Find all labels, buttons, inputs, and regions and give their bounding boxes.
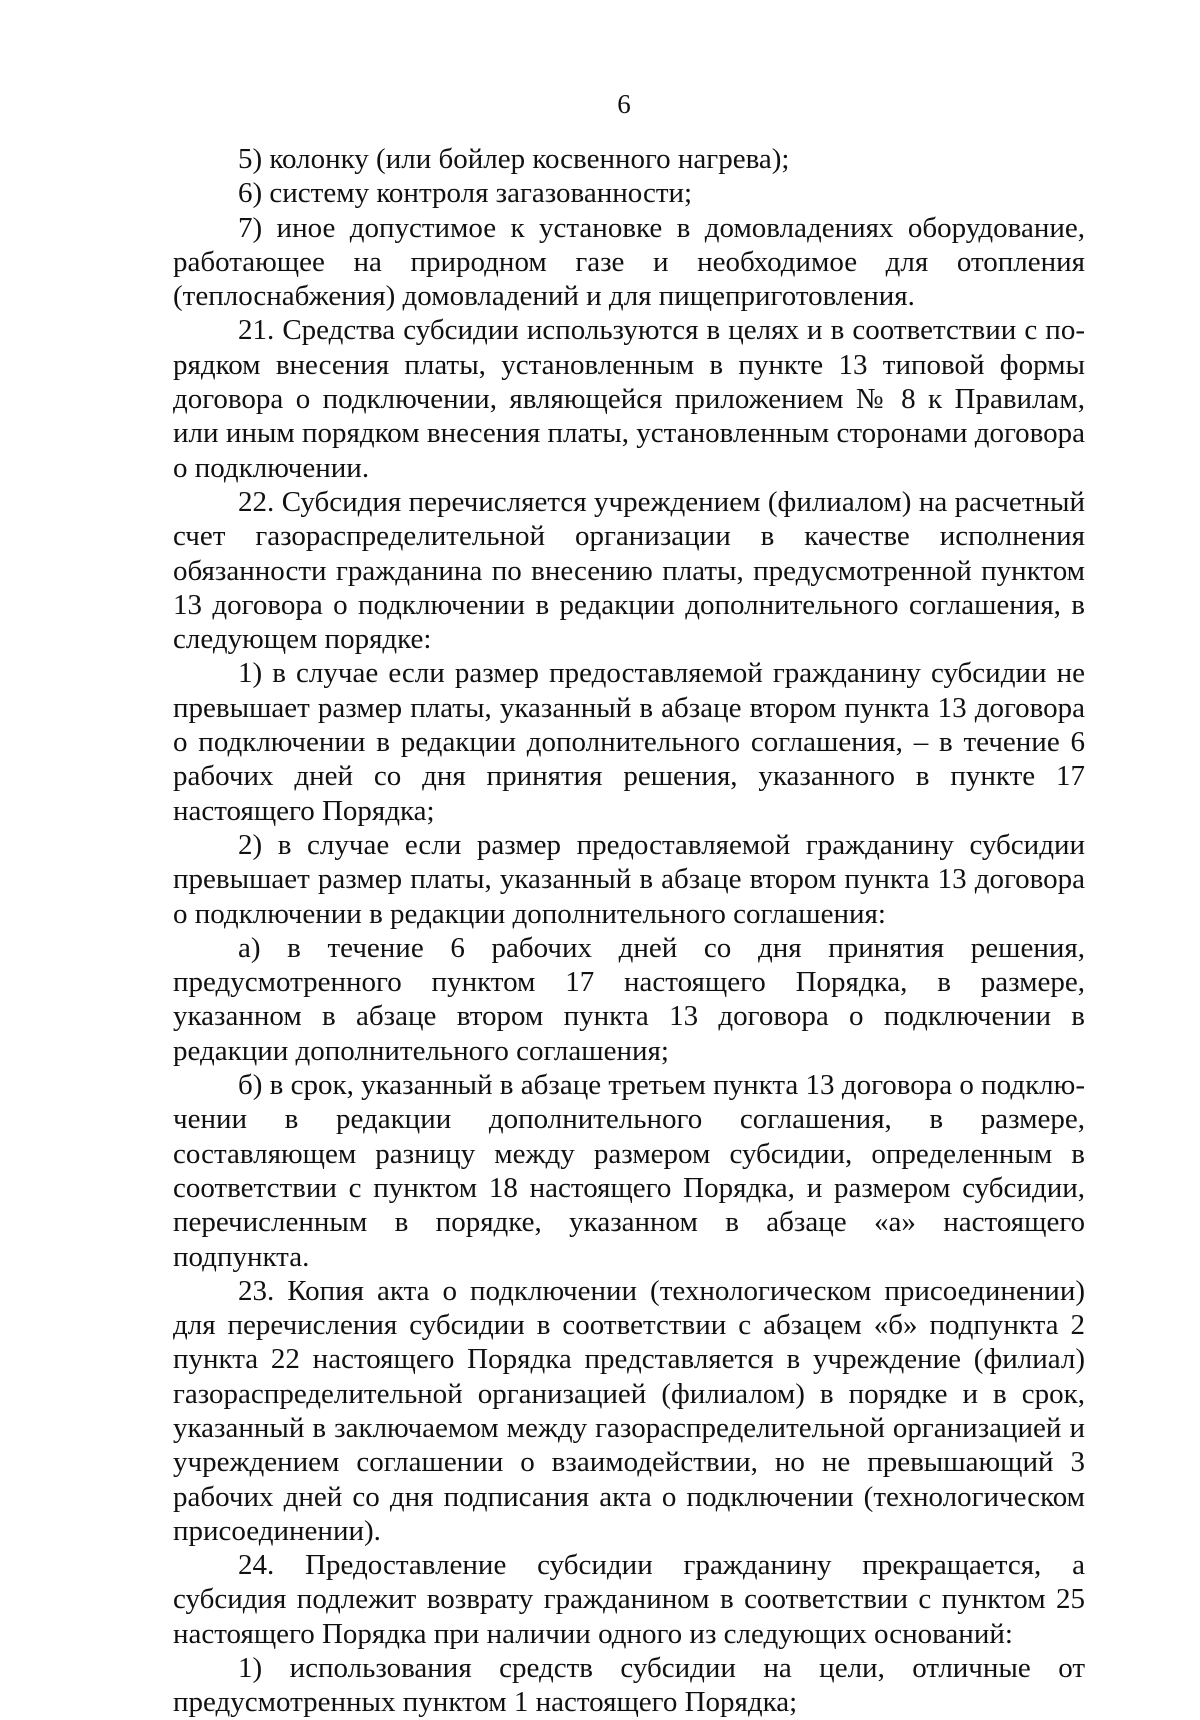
paragraph-22: 22. Субсидия перечисляется учреждением (филиалом) на расчетный счет газораспределительной организации в качестве исполнения обязанности гражданина по внесению платы, предусмотренной пунктом 13 договора о подключении в редакции дополнительного соглашения, в следующем порядке:	[173, 485, 1085, 656]
document-body	[173, 142, 1085, 1720]
paragraph-22-item-2b: б) в срок, указанный в абзаце третьем пункта 13 договора о подключении в редакции дополнительного соглашения, в размере, составляющем разницу между размером субсидии, определенным в соответствии с пунктом 18 настоящего Порядка, и размером субсидии, перечисленным в порядке, указанном в абзаце «а» настоящего подпункта.	[173, 1069, 1085, 1273]
paragraph-21: 21. Средства субсидии используются в целях и в соответствии с порядком внесения платы, установленным в пункте 13 типовой формы договора о подключении, являющейся приложением № 8 к Правилам, или иным порядком внесения платы, установленным сторонами договора о подключении.	[173, 314, 1085, 484]
paragraph-24-item-1: 1) использования средств субсидии на цели, отличные от предусмотренных пунктом 1 настоящего Порядка;	[173, 1652, 1085, 1719]
paragraph-24: 24. Предоставление субсидии гражданину прекращается, а субсидия подлежит возврату гражданином в соответствии с пунктом 25 настоящего Порядка при наличии одного из следующих оснований:	[173, 1549, 1085, 1650]
list-item-other-equipment: 7) иное допустимое к установке в домовладениях оборудование, работающее на природном газе и необходимое для отопления (теплоснабжения) домовладений и для пищеприготовления.	[173, 211, 1085, 313]
paragraph-22-item-1: 1) в случае если размер предоставляемой гражданину субсидии не превышает размер платы, указанный в абзаце втором пункта 13 договора о подключении в редакции дополнительного соглашения, – в течение 6 рабочих дней со дня принятия решения, указанного в пункте 17 настоящего Порядка;	[173, 657, 1085, 827]
list-item-gas-control: 6) систему контроля загазованности;	[238, 177, 693, 210]
paragraph-22-item-2a: а) в течение 6 рабочих дней со дня принятия решения, предусмотренного пунктом 17 настоящего Порядка, в размере, указанном в абзаце втором пункта 13 договора о подключении в редакции дополнительного соглашения;	[173, 931, 1085, 1067]
paragraph-23: 23. Копия акта о подключении (технологическом присоединении) для перечисления субсидии в соответствии с абзацем «б» подпункта 2 пункта 22 настоящего Порядка представляется в учреждение (филиал) газораспределительной организацией (филиалом) в порядке и в срок, указанный в заключаемом между газораспределительной организацией и учреждением соглашении о взаимодействии, но не превышающий 3 рабочих дней со дня подписания акта о подключении (технологическом присоединении).	[173, 1274, 1085, 1547]
paragraph-22-item-2: 2) в случае если размер предоставляемой гражданину субсидии превышает размер платы, указанный в абзаце втором пункта 13 договора о подключении в редакции дополнительного соглашения:	[173, 828, 1085, 930]
list-item-boiler: 5) колонку (или бойлер косвенного нагрева);	[238, 143, 790, 175]
page-number: 6	[617, 89, 631, 119]
